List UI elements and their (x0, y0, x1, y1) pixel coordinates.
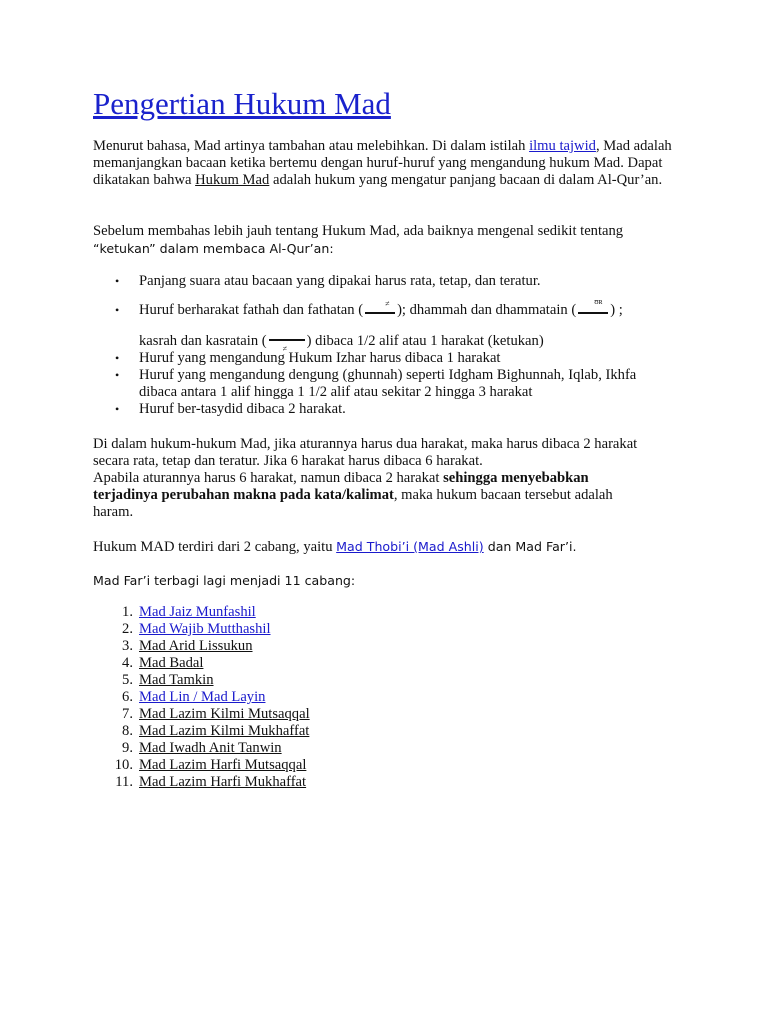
mad-cabang-link[interactable]: Mad Wajib Mutthashil (139, 621, 271, 637)
rules-bold: sehingga menyebabkan (443, 470, 589, 486)
bullet-text: ) dibaca 1/2 alif atau 1 harakat (ketukan) (306, 333, 544, 349)
mad-cabang-link[interactable]: Mad Tamkin (139, 672, 214, 688)
dhammah-mark-icon (578, 296, 608, 318)
list-item (93, 723, 683, 740)
list-number: 9. (122, 740, 133, 756)
intro-paragraph (93, 138, 683, 189)
list-item (93, 273, 683, 290)
ketukan-bullet-list (93, 273, 683, 418)
rules-bold: terjadinya perubahan makna pada kata/kalimat (93, 487, 394, 503)
rules-paragraph (93, 436, 683, 521)
mad-cabang-link[interactable]: Mad Iwadh Anit Tanwin (139, 740, 282, 756)
list-number: 10. (114, 757, 133, 773)
rules-line-1: Di dalam hukum-hukum Mad, jika aturannya harus dua harakat, maka harus dibaca 2 harakat (93, 436, 638, 452)
fari-intro-text: Mad Far’i terbagi lagi menjadi 11 cabang: (93, 573, 356, 588)
list-item (93, 689, 683, 706)
bullet-text: Panjang suara atau bacaan yang dipakai harus rata, tetap, dan teratur. (139, 273, 541, 289)
list-item (93, 757, 683, 774)
list-item (93, 604, 683, 621)
bullet-icon: • (115, 303, 120, 317)
rules-text: , maka hukum bacaan tersebut adalah (393, 487, 613, 503)
bullet-text: ) ; (610, 302, 623, 318)
ketukan-line-1: Sebelum membahas lebih jauh tentang Hukum Mad, ada baiknya mengenal sedikit tentang (93, 223, 624, 239)
list-item-continuation (93, 333, 683, 353)
list-number: 1. (122, 604, 133, 620)
fathah-sign: ≠ (385, 298, 390, 308)
bullet-text: Huruf yang mengandung dengung (ghunnah) seperti Idgham Bighunnah, Iqlab, Ikhfa (139, 367, 637, 383)
document-page (93, 86, 683, 790)
intro-text-1: Menurut bahasa, Mad artinya tambahan atau melebihkan. Di dalam istilah (93, 138, 530, 154)
list-number: 5. (122, 672, 133, 688)
mad-cabang-link[interactable]: Mad Lazim Harfi Mukhaffat (139, 774, 307, 790)
bullet-text: Huruf yang mengandung Hukum Izhar harus dibaca 1 harakat (139, 350, 501, 366)
list-item (93, 350, 683, 367)
rules-text: Apabila aturannya harus 6 harakat, namun dibaca 2 harakat (93, 470, 444, 486)
rules-line-2: secara rata, tetap dan teratur. Jika 6 harakat harus dibaca 6 harakat. (93, 453, 483, 469)
bullet-text: kasrah dan kasratain ( (139, 333, 267, 349)
intro-text-3: adalah hukum yang mengatur panjang bacaan di dalam Al-Qur’an. (269, 172, 663, 188)
list-item (93, 401, 683, 418)
mad-cabang-link[interactable]: Mad Lazim Harfi Mutsaqqal (139, 757, 307, 773)
bullet-text: Huruf ber-tasydid dibaca 2 harakat. (139, 401, 346, 417)
list-number: 7. (122, 706, 133, 722)
list-item (93, 367, 683, 401)
bullet-text: ); dhammah dan dhammatain ( (397, 302, 577, 318)
mad-fari-list (93, 604, 683, 791)
bullet-text: dibaca antara 1 alif hingga 1 1/2 alif atau sekitar 2 hingga 3 harakat (139, 384, 533, 400)
bullet-icon: • (115, 274, 120, 288)
ketukan-paragraph (93, 223, 683, 257)
ilmu-tajwid-link[interactable]: ilmu tajwid (529, 138, 596, 154)
list-number: 3. (122, 638, 133, 654)
list-number: 2. (122, 621, 133, 637)
list-number: 6. (122, 689, 133, 705)
list-item (93, 638, 683, 655)
list-item (93, 672, 683, 689)
cabang-text: dan Mad Far’i. (483, 539, 577, 554)
list-number: 11. (115, 774, 133, 790)
intro-text-2: , Mad adalah memanjangkan bacaan ketika bertemu dengan huruf-huruf yang mengandung hukum Mad. Dapat dikatakan bahwa (93, 138, 672, 188)
cabang-paragraph (93, 538, 683, 556)
list-item (93, 706, 683, 723)
mad-cabang-link[interactable]: Mad Badal (139, 655, 204, 671)
rules-line-4 (93, 487, 683, 504)
cabang-text: Hukum MAD terdiri dari 2 cabang, yaitu (93, 539, 337, 555)
list-item (93, 740, 683, 757)
page-title (93, 86, 683, 122)
mad-cabang-link[interactable]: Mad Lin / Mad Layin (139, 689, 266, 705)
rules-line-3 (93, 470, 683, 487)
rules-line-5: haram. (93, 504, 134, 520)
mad-cabang-link[interactable]: Mad Lazim Kilmi Mutsaqqal (139, 706, 310, 722)
list-number: 8. (122, 723, 133, 739)
list-item (93, 774, 683, 791)
ketukan-line-2: “ketukan” dalam membaca Al-Qur’an: (93, 241, 334, 256)
fari-intro (93, 572, 683, 589)
list-item (93, 621, 683, 638)
kasrah-mark-icon (269, 335, 305, 353)
bullet-icon: • (115, 368, 120, 382)
mad-cabang-link[interactable]: Mad Arid Lissukun (139, 638, 253, 654)
mad-cabang-link[interactable]: Mad Lazim Kilmi Mukhaffat (139, 723, 310, 739)
kasrah-sign: ≠ (282, 343, 288, 353)
bullet-icon: • (115, 402, 120, 416)
hukum-mad-link[interactable]: Hukum Mad (195, 172, 270, 188)
list-item (93, 655, 683, 672)
title-link[interactable]: Pengertian Hukum Mad (93, 86, 391, 121)
dhammah-sign: ʊʀ (594, 296, 603, 306)
mad-thobii-link[interactable]: Mad Thobi’i (Mad Ashli) (336, 539, 484, 554)
mad-cabang-link[interactable]: Mad Jaiz Munfashil (139, 604, 256, 620)
bullet-text: Huruf berharakat fathah dan fathatan ( (139, 302, 364, 318)
bullet-icon: • (115, 351, 120, 365)
list-number: 4. (122, 655, 133, 671)
fathah-mark-icon (365, 298, 395, 318)
list-item (93, 296, 683, 319)
